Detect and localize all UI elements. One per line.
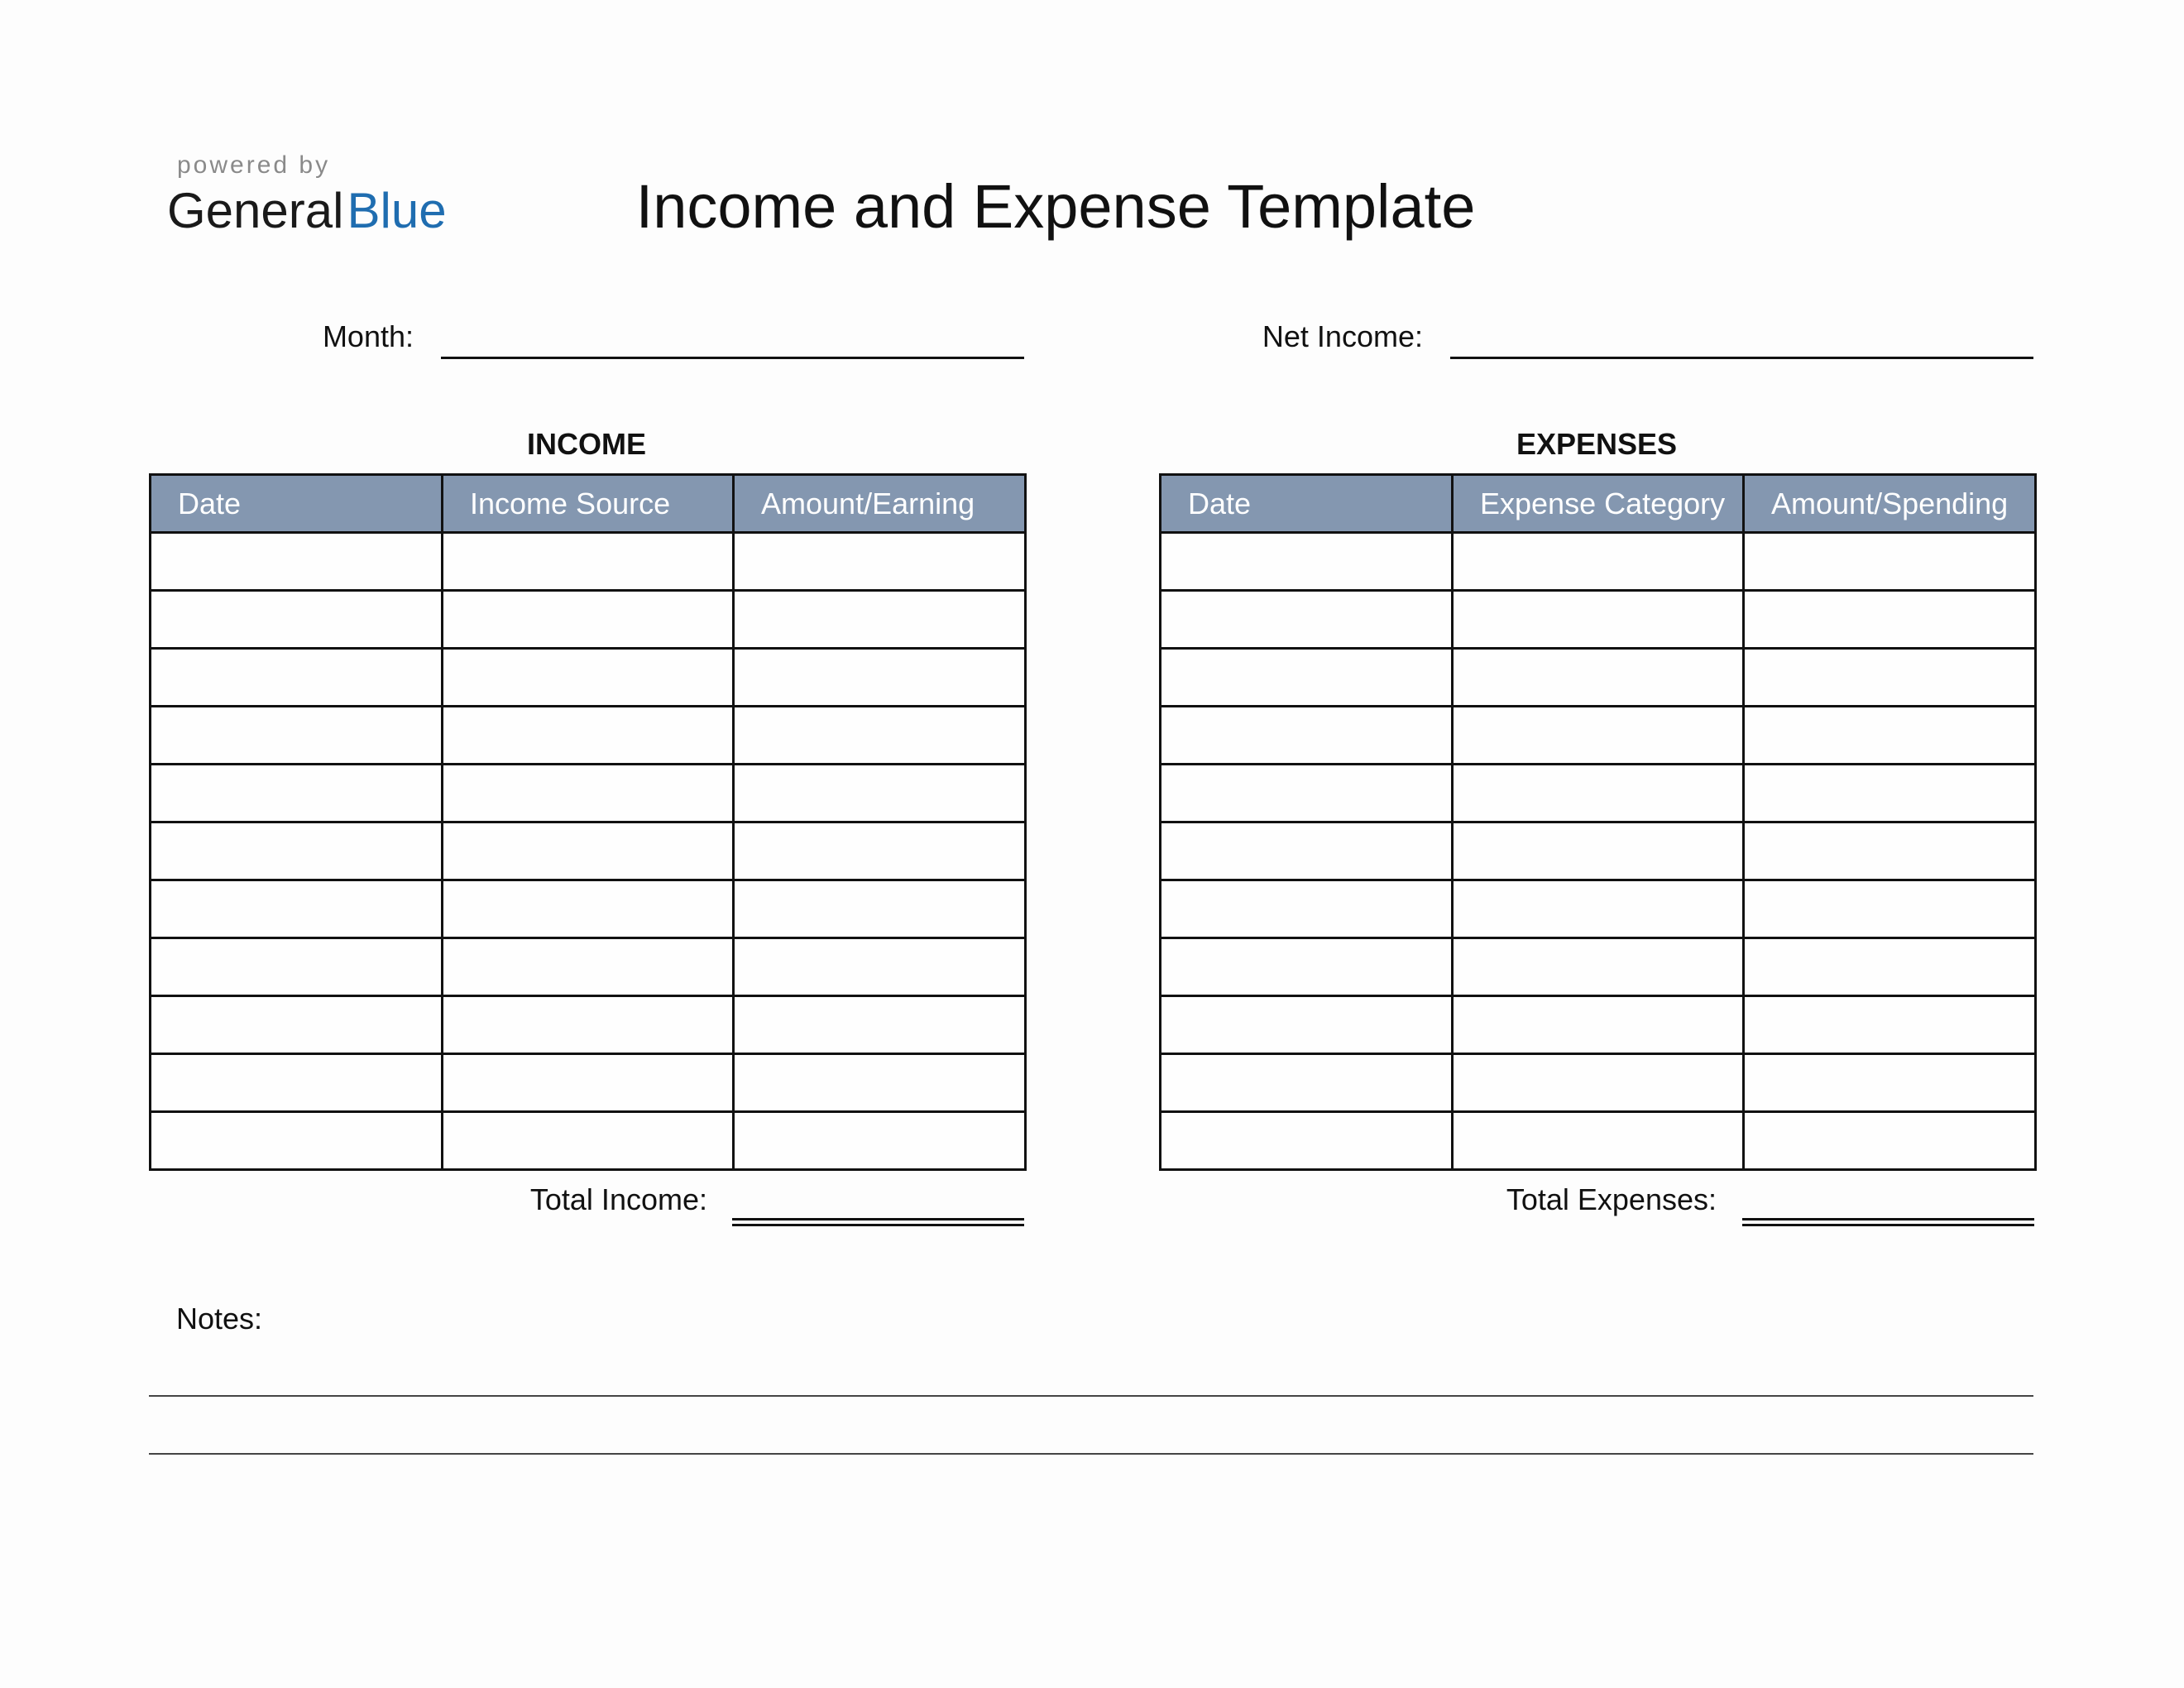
income-date-cell[interactable] <box>151 533 443 591</box>
income-amount-cell[interactable] <box>734 707 1026 765</box>
income-table-row <box>151 938 1026 996</box>
expenses-amount-cell[interactable] <box>1744 533 2036 591</box>
income-detail-cell[interactable] <box>443 822 734 880</box>
income-amount-cell[interactable] <box>734 649 1026 707</box>
expenses-table-row <box>1161 880 2036 938</box>
expenses-detail-cell[interactable] <box>1453 822 1744 880</box>
income-date-cell[interactable] <box>151 707 443 765</box>
income-detail-cell[interactable] <box>443 938 734 996</box>
expenses-detail-cell[interactable] <box>1453 996 1744 1054</box>
expenses-amount-cell[interactable] <box>1744 822 2036 880</box>
income-table-row <box>151 1054 1026 1112</box>
expenses-table-row <box>1161 1112 2036 1170</box>
income-date-cell[interactable] <box>151 765 443 822</box>
income-header-row <box>151 475 1026 533</box>
income-heading: INCOME <box>527 427 646 461</box>
income-table-row <box>151 996 1026 1054</box>
total-income-field[interactable] <box>732 1218 1024 1226</box>
expenses-amount-cell[interactable] <box>1744 591 2036 649</box>
expenses-date-cell[interactable] <box>1161 1112 1453 1170</box>
income-amount-cell[interactable] <box>734 765 1026 822</box>
expenses-date-cell[interactable] <box>1161 822 1453 880</box>
expenses-table-row <box>1161 1054 2036 1112</box>
income-date-cell[interactable] <box>151 1112 443 1170</box>
income-col-source: Income Source <box>443 475 734 533</box>
income-table-row <box>151 1112 1026 1170</box>
total-expenses-label: Total Expenses: <box>1506 1182 1717 1216</box>
income-amount-cell[interactable] <box>734 996 1026 1054</box>
income-col-date: Date <box>151 475 443 533</box>
month-label: Month: <box>322 319 414 353</box>
income-amount-cell[interactable] <box>734 938 1026 996</box>
income-detail-cell[interactable] <box>443 707 734 765</box>
expenses-amount-cell[interactable] <box>1744 649 2036 707</box>
expenses-rows <box>1161 533 2036 1170</box>
expenses-table-row <box>1161 533 2036 591</box>
total-expenses-field[interactable] <box>1742 1218 2034 1226</box>
expenses-date-cell[interactable] <box>1161 649 1453 707</box>
notes-line[interactable] <box>149 1395 2033 1397</box>
expenses-table-row <box>1161 649 2036 707</box>
income-detail-cell[interactable] <box>443 765 734 822</box>
expenses-date-cell[interactable] <box>1161 765 1453 822</box>
income-table-row <box>151 880 1026 938</box>
expenses-table <box>1159 473 2037 1171</box>
expenses-detail-cell[interactable] <box>1453 649 1744 707</box>
income-date-cell[interactable] <box>151 880 443 938</box>
income-table <box>149 473 1027 1171</box>
expenses-table-row <box>1161 765 2036 822</box>
expenses-col-date: Date <box>1161 475 1453 533</box>
income-detail-cell[interactable] <box>443 1112 734 1170</box>
expenses-table-row <box>1161 591 2036 649</box>
total-income-label: Total Income: <box>529 1182 707 1216</box>
income-table-row <box>151 707 1026 765</box>
income-detail-cell[interactable] <box>443 649 734 707</box>
month-field[interactable] <box>441 357 1024 359</box>
income-amount-cell[interactable] <box>734 880 1026 938</box>
expenses-detail-cell[interactable] <box>1453 707 1744 765</box>
income-date-cell[interactable] <box>151 591 443 649</box>
logo-brand-blue: Blue <box>347 183 447 238</box>
income-date-cell[interactable] <box>151 996 443 1054</box>
expenses-col-amount: Amount/Spending <box>1744 475 2036 533</box>
expenses-amount-cell[interactable] <box>1744 765 2036 822</box>
income-detail-cell[interactable] <box>443 996 734 1054</box>
income-detail-cell[interactable] <box>443 880 734 938</box>
expenses-col-category: Expense Category <box>1453 475 1744 533</box>
expenses-amount-cell[interactable] <box>1744 1054 2036 1112</box>
expenses-amount-cell[interactable] <box>1744 707 2036 765</box>
expenses-amount-cell[interactable] <box>1744 996 2036 1054</box>
expenses-table-row <box>1161 938 2036 996</box>
expenses-header-row <box>1161 475 2036 533</box>
income-table-row <box>151 822 1026 880</box>
income-table-row <box>151 533 1026 591</box>
expenses-detail-cell[interactable] <box>1453 765 1744 822</box>
page-title-text: Income and Expense Template <box>635 172 1476 241</box>
notes-line[interactable] <box>149 1453 2033 1455</box>
net-income-label: Net Income: <box>1262 319 1423 353</box>
income-detail-cell[interactable] <box>443 533 734 591</box>
notes-label: Notes: <box>176 1302 263 1336</box>
income-table-row <box>151 649 1026 707</box>
income-rows <box>151 533 1026 1170</box>
page-title <box>0 170 2184 244</box>
expenses-detail-cell[interactable] <box>1453 591 1744 649</box>
income-date-cell[interactable] <box>151 649 443 707</box>
income-detail-cell[interactable] <box>443 591 734 649</box>
expenses-detail-cell[interactable] <box>1453 533 1744 591</box>
expenses-date-cell[interactable] <box>1161 996 1453 1054</box>
income-table-row <box>151 765 1026 822</box>
expenses-detail-cell[interactable] <box>1453 938 1744 996</box>
expenses-table-row <box>1161 707 2036 765</box>
expenses-table-row <box>1161 996 2036 1054</box>
expenses-amount-cell[interactable] <box>1744 1112 2036 1170</box>
expenses-date-cell[interactable] <box>1161 1054 1453 1112</box>
expenses-date-cell[interactable] <box>1161 880 1453 938</box>
logo-powered-by: powered by <box>177 151 331 179</box>
expenses-table-row <box>1161 822 2036 880</box>
logo-brand-general: General <box>167 183 344 238</box>
expenses-date-cell[interactable] <box>1161 591 1453 649</box>
expenses-date-cell[interactable] <box>1161 938 1453 996</box>
expenses-detail-cell[interactable] <box>1453 1112 1744 1170</box>
income-col-amount: Amount/Earning <box>734 475 1026 533</box>
expenses-detail-cell[interactable] <box>1453 880 1744 938</box>
income-amount-cell[interactable] <box>734 822 1026 880</box>
expenses-date-cell[interactable] <box>1161 707 1453 765</box>
expenses-detail-cell[interactable] <box>1453 1054 1744 1112</box>
net-income-field[interactable] <box>1450 357 2033 359</box>
income-amount-cell[interactable] <box>734 591 1026 649</box>
expenses-date-cell[interactable] <box>1161 533 1453 591</box>
income-date-cell[interactable] <box>151 938 443 996</box>
income-amount-cell[interactable] <box>734 1112 1026 1170</box>
income-amount-cell[interactable] <box>734 1054 1026 1112</box>
expenses-heading: EXPENSES <box>1516 427 1678 461</box>
income-detail-cell[interactable] <box>443 1054 734 1112</box>
income-date-cell[interactable] <box>151 1054 443 1112</box>
income-date-cell[interactable] <box>151 822 443 880</box>
income-amount-cell[interactable] <box>734 533 1026 591</box>
expenses-amount-cell[interactable] <box>1744 880 2036 938</box>
expenses-amount-cell[interactable] <box>1744 938 2036 996</box>
income-table-row <box>151 591 1026 649</box>
